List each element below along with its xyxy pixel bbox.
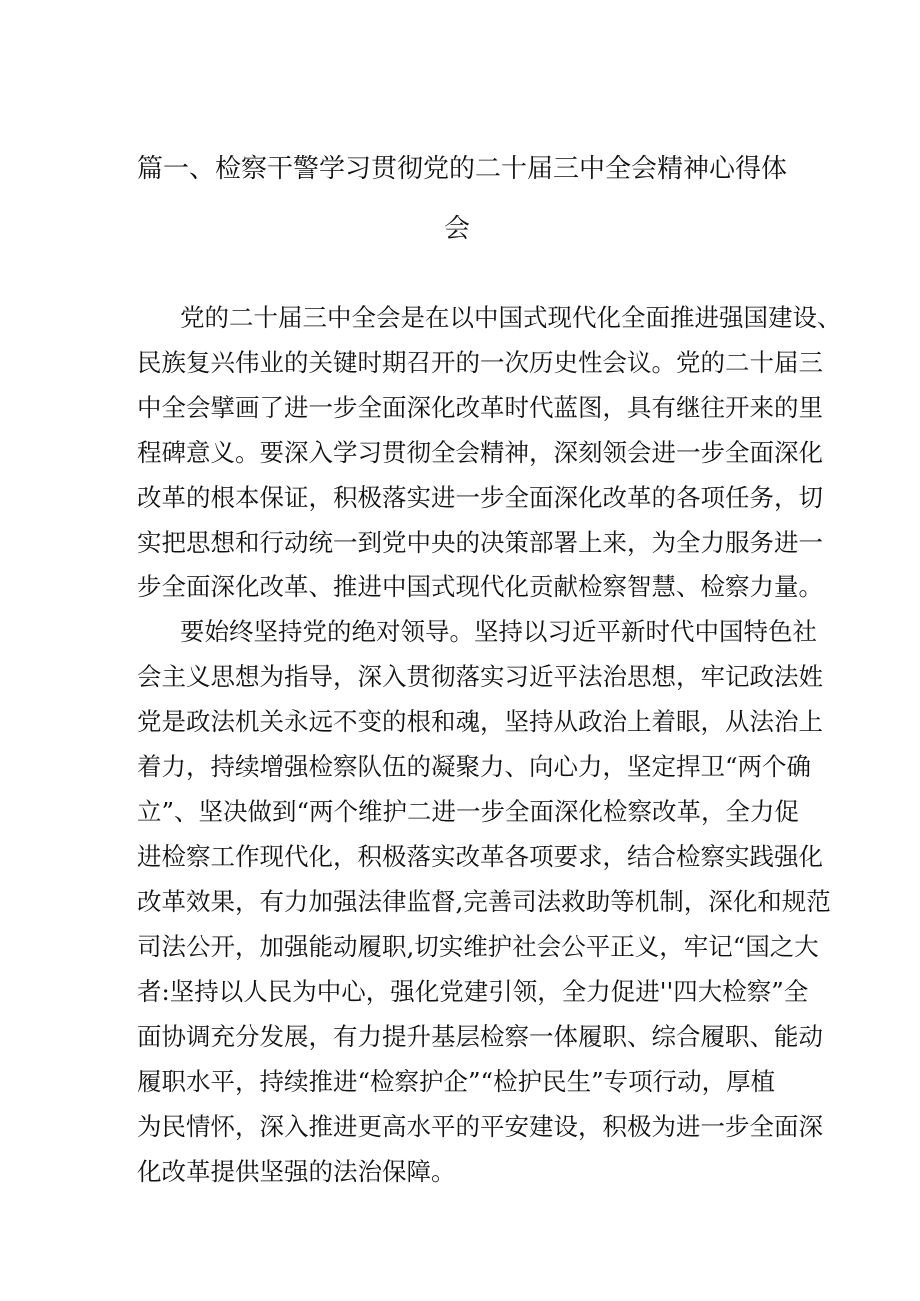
paragraph-2-line: 进检察工作现代化，积极落实改革各项要求，结合检察实践强化 xyxy=(137,842,823,871)
paragraph-2-line: 面协调充分发展，有力提升基层检察一体履职、综合履职、能动 xyxy=(137,1022,823,1051)
paragraph-2-line: 为民情怀，深入推进更高水平的平安建设，积极为进一步全面深 xyxy=(137,1112,823,1141)
paragraph-1-line: 改革的根本保证，积极落实进一步全面深化改革的各项任务，切 xyxy=(137,483,823,512)
document-title-line-2: 会 xyxy=(444,214,471,244)
paragraph-1-line: 步全面深化改革、推进中国式现代化贡献检察智慧、检察力量。 xyxy=(137,572,823,601)
paragraph-2-line: 着力，持续增强检察队伍的凝聚力、向心力，坚定捍卫“两个确 xyxy=(137,752,812,781)
paragraph-1-line: 中全会擘画了进一步全面深化改革时代蓝图，具有继往开来的里 xyxy=(137,393,823,422)
paragraph-1-line: 民族复兴伟业的关键时期召开的一次历史性会议。党的二十届三 xyxy=(137,348,823,377)
paragraph-1-line: 实把思想和行动统一到党中央的决策部署上来，为全力服务进一 xyxy=(137,528,823,557)
paragraph-2-line: 立”、坚决做到“两个维护二进一步全面深化检察改革，全力促 xyxy=(137,797,800,826)
paragraph-1-line: 党的二十届三中全会是在以中国式现代化全面推进强国建设、 xyxy=(180,303,842,332)
document-title-line-1: 篇一、检察干警学习贯彻党的二十届三中全会精神心得体 xyxy=(137,154,788,184)
paragraph-2-line: 改革效果，有力加强法律监督,完善司法救助等机制，深化和规范 xyxy=(137,887,831,916)
paragraph-2-line: 者:坚持以人民为中心，强化党建引领，全力促进''四大检察”全 xyxy=(137,977,809,1006)
paragraph-2-line: 履职水平，持续推进“检察护企”“检护民生”专项行动，厚植 xyxy=(137,1067,776,1096)
paragraph-2-line: 党是政法机关永远不变的根和魂，坚持从政治上着眼，从法治上 xyxy=(137,707,823,736)
paragraph-2-line: 会主义思想为指导，深入贯彻落实习近平法治思想，牢记政法姓 xyxy=(137,662,823,691)
paragraph-2-line: 司法公开，加强能动履职,切实维护社会公平正义，牢记“国之大 xyxy=(137,932,819,961)
paragraph-1-line: 程碑意义。要深入学习贯彻全会精神，深刻领会进一步全面深化 xyxy=(137,438,823,467)
paragraph-2-line: 要始终坚持党的绝对领导。坚持以习近平新时代中国特色社 xyxy=(180,617,817,646)
paragraph-2-line: 化改革提供坚强的法治保障。 xyxy=(137,1157,456,1186)
